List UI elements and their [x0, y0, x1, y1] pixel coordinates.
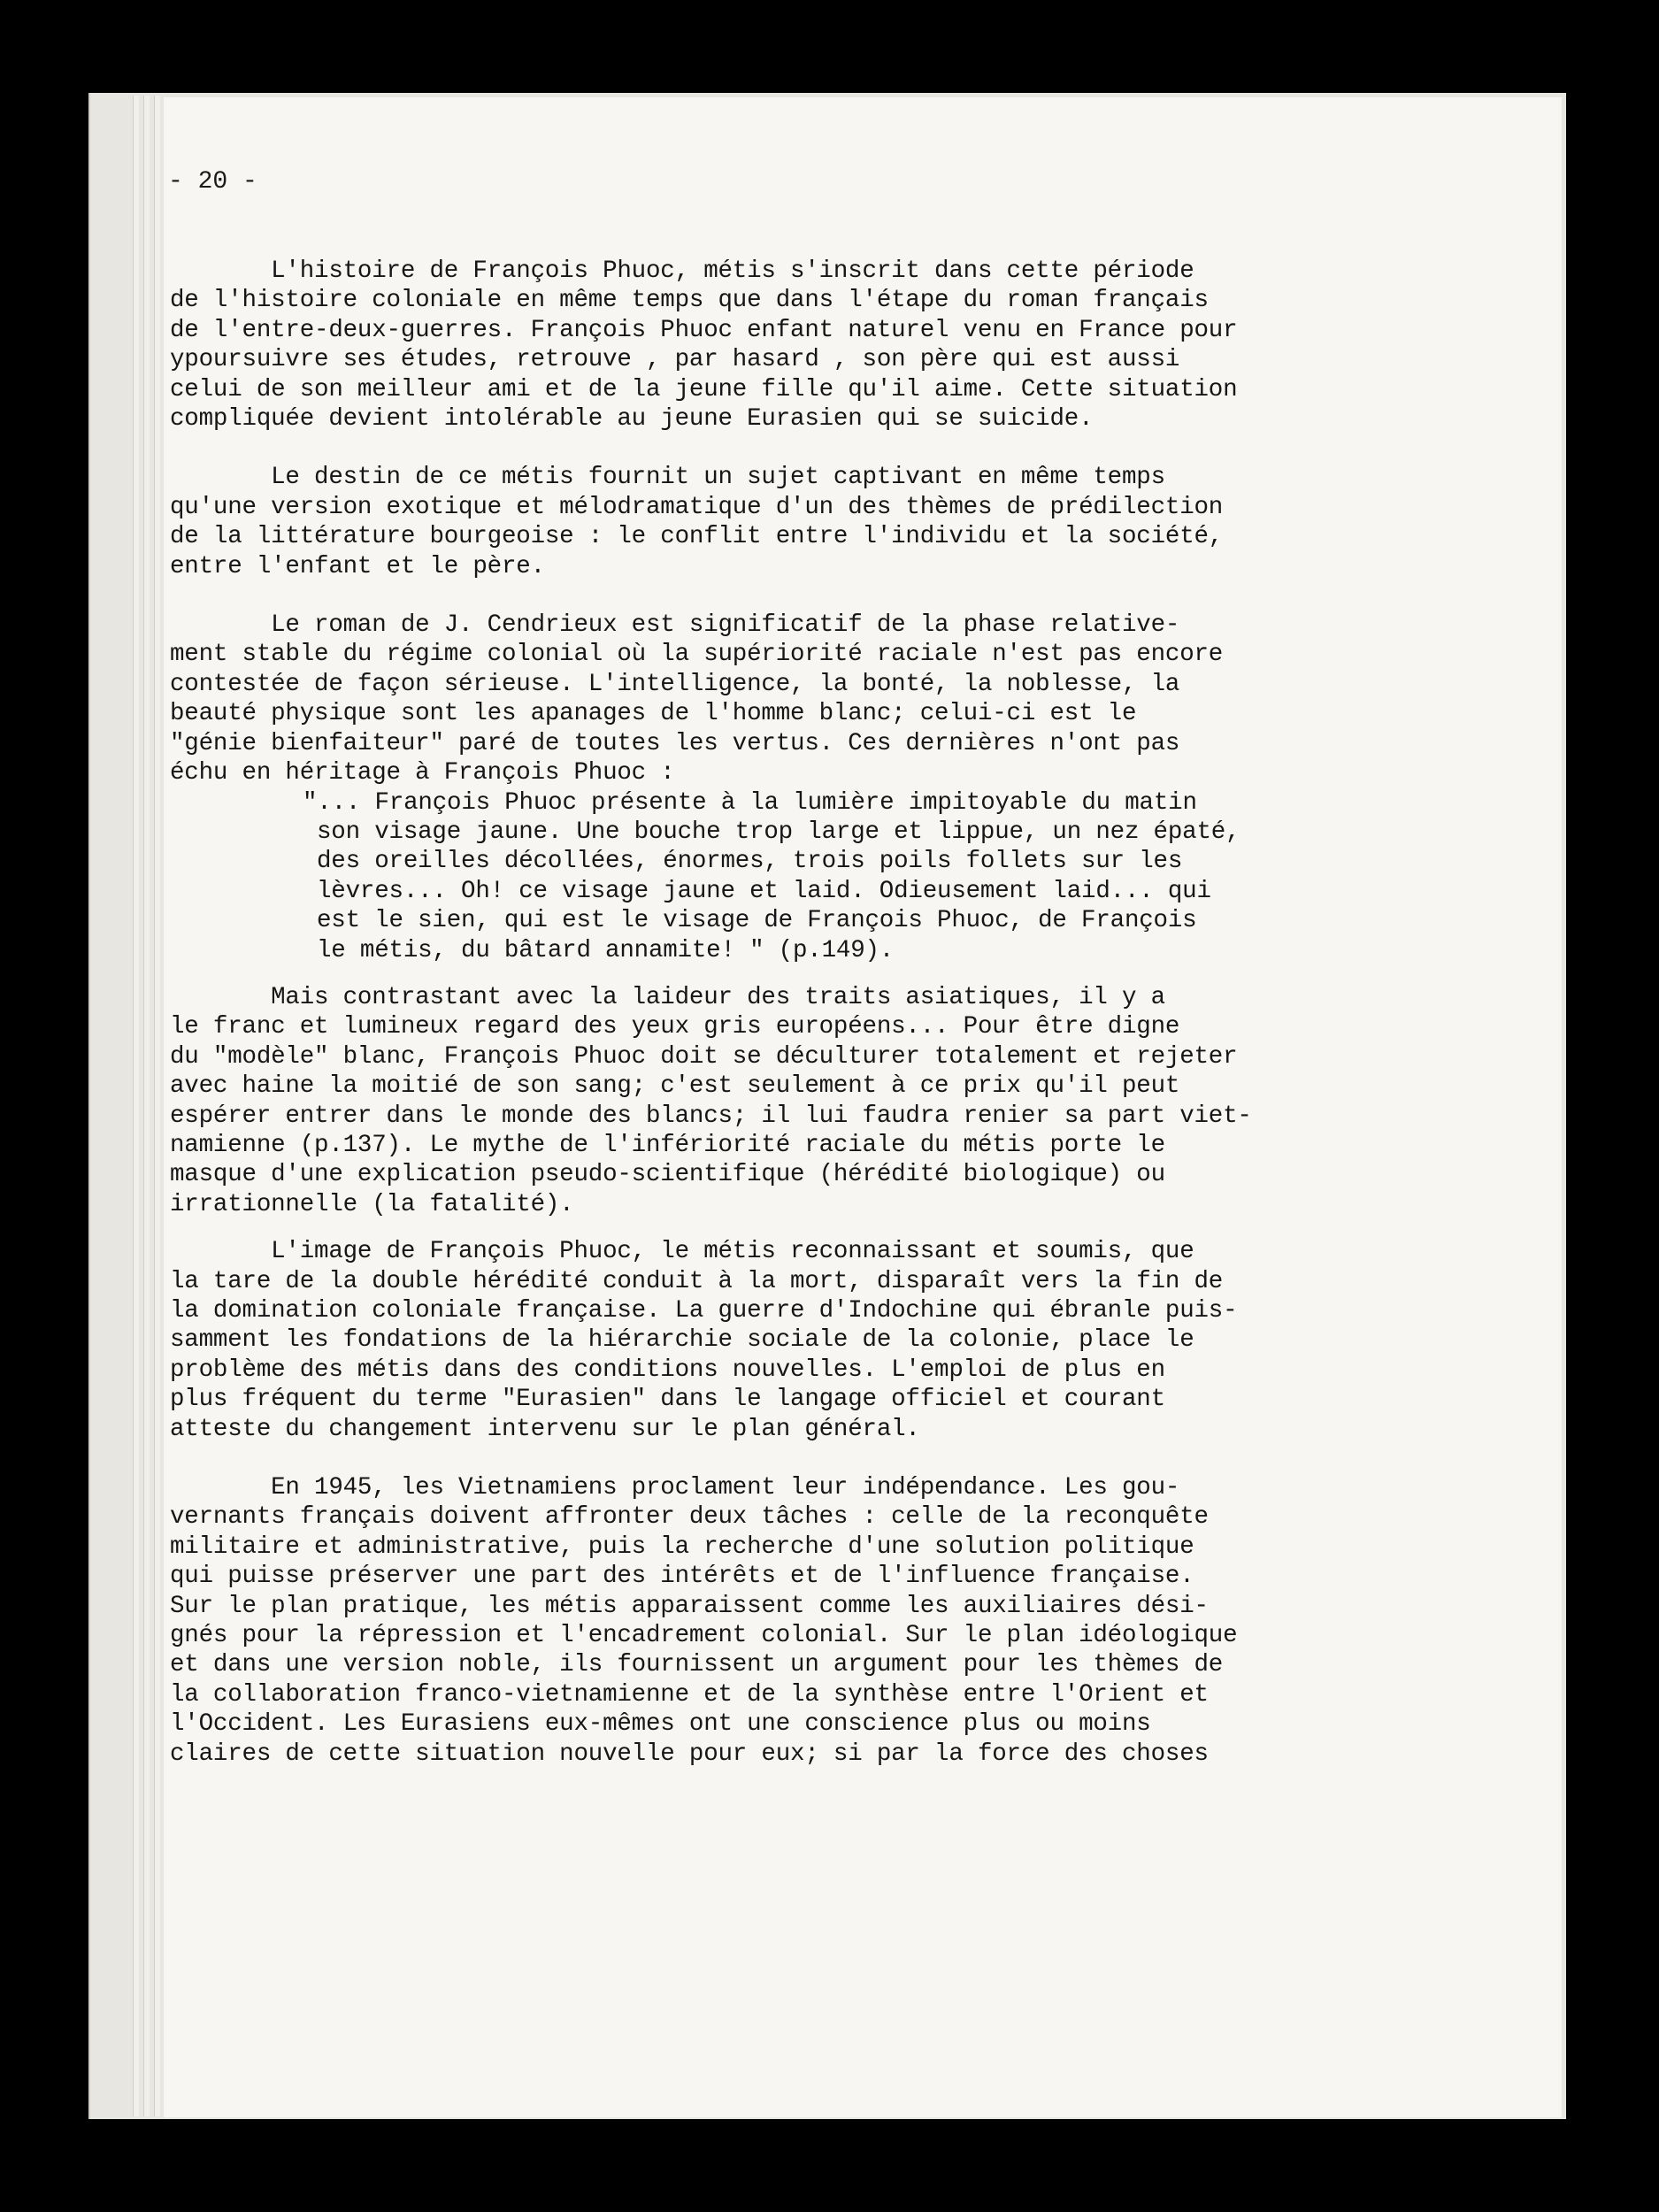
paragraph-1 [170, 257, 1267, 434]
text-line: contestée de façon sérieuse. L'intelligence, la bonté, la noblesse, la [170, 670, 1180, 698]
paragraph-6 [170, 1473, 1267, 1769]
text-line: la collaboration franco-vietnamienne et de la synthèse entre l'Orient et [170, 1680, 1209, 1709]
text-line: ypoursuivre ses études, retrouve , par hasard , son père qui est aussi [170, 346, 1180, 374]
text-line: Le destin de ce métis fournit un sujet captivant en même temps [170, 464, 1165, 492]
text-line: et dans une version noble, ils fournissent un argument pour les thèmes de [170, 1651, 1224, 1679]
text-line: de l'entre-deux-guerres. François Phuoc enfant naturel venu en France pour [170, 316, 1238, 344]
text-line: celui de son meilleur ami et de la jeune fille qu'il aime. Cette situation [170, 375, 1238, 403]
text-line: de la littérature bourgeoise : le conflit entre l'individu et la société, [170, 523, 1224, 551]
quote-line: des oreilles décollées, énormes, trois poils follets sur les [317, 848, 1183, 876]
text-line: entre l'enfant et le père. [170, 552, 545, 580]
paragraph-2 [170, 463, 1267, 581]
text-line: L'image de François Phuoc, le métis reconnaissant et soumis, que [170, 1238, 1194, 1266]
text-line: namienne (p.137). Le mythe de l'infériorité raciale du métis porte le [170, 1131, 1165, 1159]
block-quote [170, 788, 1267, 965]
text-line: En 1945, les Vietnamiens proclament leur indépendance. Les gou- [170, 1474, 1180, 1502]
paragraph-3 [170, 611, 1267, 787]
text-line: atteste du changement intervenu sur le plan général. [170, 1415, 920, 1443]
text-line: l'Occident. Les Eurasiens eux-mêmes ont une conscience plus ou moins [170, 1710, 1151, 1739]
text-line: masque d'une explication pseudo-scientifique (hérédité biologique) ou [170, 1161, 1165, 1189]
text-line: du "modèle" blanc, François Phuoc doit se déculturer totalement et rejeter [170, 1042, 1238, 1071]
text-line: compliquée devient intolérable au jeune Eurasien qui se suicide. [170, 405, 1094, 434]
page-number: - 20 - [168, 168, 257, 196]
text-line: Sur le plan pratique, les métis apparaissent comme les auxiliaires dési- [170, 1592, 1209, 1620]
quote-line: le métis, du bâtard annamite! " (p.149). [317, 936, 895, 964]
paragraph-4 [170, 983, 1267, 1219]
text-line: avec haine la moitié de son sang; c'est seulement à ce prix qu'il peut [170, 1072, 1180, 1101]
text-line: samment les fondations de la hiérarchie sociale de la colonie, place le [170, 1326, 1194, 1355]
page-edge [143, 96, 150, 2116]
text-line: problème des métis dans des conditions nouvelles. L'emploi de plus en [170, 1356, 1165, 1384]
paragraph-5 [170, 1237, 1267, 1444]
text-line: militaire et administrative, puis la recherche d'une solution politique [170, 1532, 1194, 1561]
text-line: gnés pour la répression et l'encadrement colonial. Sur le plan idéologique [170, 1622, 1238, 1650]
text-line: claires de cette situation nouvelle pour eux; si par la force des choses [170, 1740, 1209, 1768]
quote-line: lèvres... Oh! ce visage jaune et laid. Odieusement laid... qui [317, 877, 1211, 905]
text-line: la tare de la double hérédité conduit à la mort, disparaît vers la fin de [170, 1267, 1224, 1295]
quote-line: "... François Phuoc présente à la lumière impitoyable du matin [303, 788, 1197, 817]
text-line: la domination coloniale française. La guerre d'Indochine qui ébranle puis- [170, 1297, 1238, 1325]
text-line: de l'histoire coloniale en même temps que dans l'étape du roman français [170, 287, 1209, 315]
text-line: irrationnelle (la fatalité). [170, 1190, 574, 1218]
quote-line: est le sien, qui est le visage de François Phuoc, de François [317, 907, 1197, 935]
text-line: Le roman de J. Cendrieux est significatif de la phase relative- [170, 611, 1180, 640]
text-line: espérer entrer dans le monde des blancs; il lui faudra renier sa part viet- [170, 1102, 1252, 1130]
text-line: ment stable du régime colonial où la supériorité raciale n'est pas encore [170, 641, 1224, 669]
body-text [170, 257, 1267, 1769]
text-line: "génie bienfaiteur" paré de toutes les vertus. Ces dernières n'ont pas [170, 729, 1180, 757]
text-line: qui puisse préserver une part des intérêts et de l'influence française. [170, 1563, 1194, 1591]
text-line: beauté physique sont les apanages de l'homme blanc; celui-ci est le [170, 700, 1137, 728]
page-edge [154, 96, 160, 2116]
quote-line: son visage jaune. Une bouche trop large et lippue, un nez épaté, [317, 818, 1240, 846]
text-line: plus fréquent du terme "Eurasien" dans le langage officiel et courant [170, 1386, 1165, 1414]
text-line: Mais contrastant avec la laideur des traits asiatiques, il y a [170, 983, 1165, 1011]
text-line: vernants français doivent affronter deux tâches : celle de la reconquête [170, 1503, 1209, 1532]
text-line: L'histoire de François Phuoc, métis s'inscrit dans cette période [170, 257, 1194, 285]
text-line: le franc et lumineux regard des yeux gris européens... Pour être digne [170, 1013, 1180, 1041]
text-line: échu en héritage à François Phuoc : [170, 759, 675, 787]
text-line: qu'une version exotique et mélodramatique d'un des thèmes de prédilection [170, 493, 1224, 521]
page-edge [133, 96, 139, 2116]
